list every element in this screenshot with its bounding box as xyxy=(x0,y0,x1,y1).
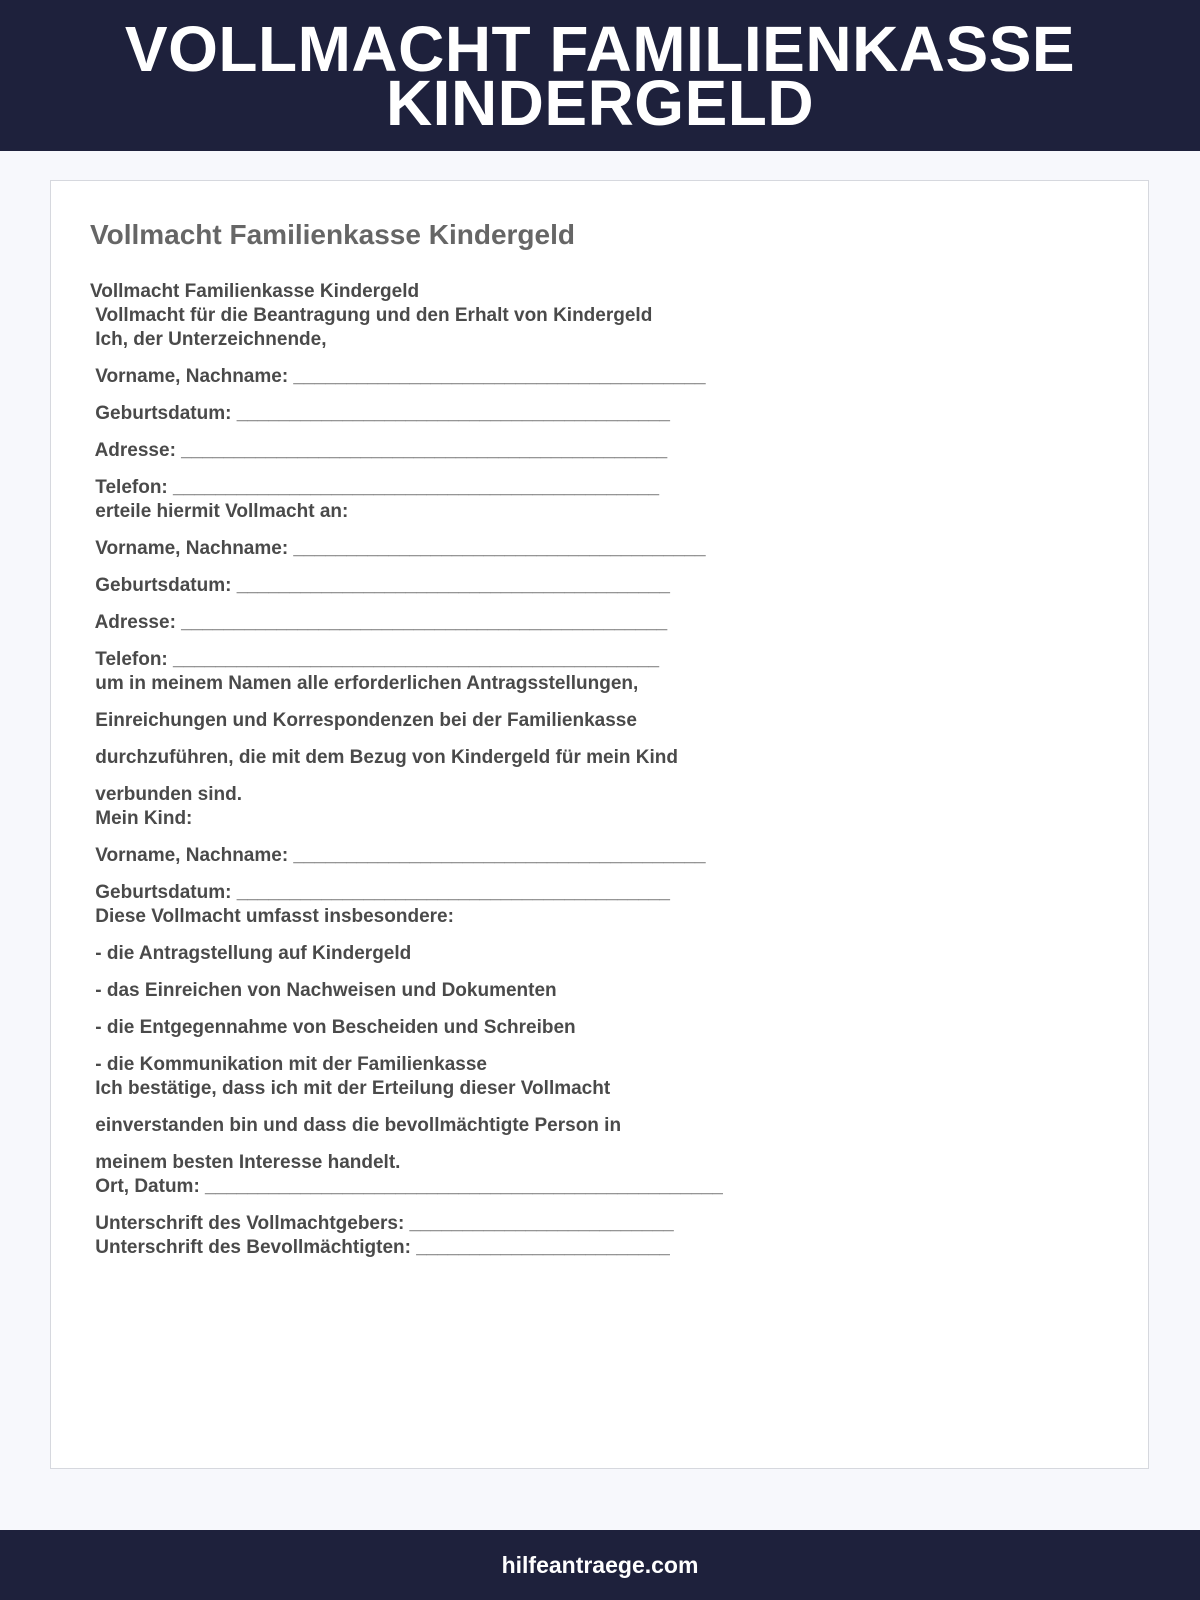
list-item: - die Kommunikation mit der Familienkasse xyxy=(90,1054,487,1075)
form-line-agent-birthdate: Geburtsdatum: _________________________________________ xyxy=(90,575,670,596)
list-item: - das Einreichen von Nachweisen und Dokumenten xyxy=(90,980,557,1001)
document-line: Mein Kind: xyxy=(90,808,193,829)
page-header xyxy=(0,0,1200,151)
document-line: verbunden sind. xyxy=(90,784,243,805)
document-line: meinem besten Interesse handelt. xyxy=(90,1152,401,1173)
footer-site-name: hilfeantraege.com xyxy=(501,1551,699,1578)
document-card xyxy=(50,180,1149,1469)
form-line-agent-name: Vorname, Nachname: _______________________________________ xyxy=(90,538,706,559)
form-line-child-birthdate: Geburtsdatum: _________________________________________ xyxy=(90,882,670,903)
form-line-place-date: Ort, Datum: _________________________________________________ xyxy=(90,1176,723,1197)
document-line: Diese Vollmacht umfasst insbesondere: xyxy=(90,906,454,927)
form-line-agent-address: Adresse: ______________________________________________ xyxy=(90,612,668,633)
document-line: Ich bestätige, dass ich mit der Erteilung dieser Vollmacht xyxy=(90,1078,611,1099)
page-footer xyxy=(0,1530,1200,1600)
list-item: - die Antragstellung auf Kindergeld xyxy=(90,943,412,964)
form-line-principal-birthdate: Geburtsdatum: _________________________________________ xyxy=(90,403,670,424)
document-line: einverstanden bin und dass die bevollmächtigte Person in xyxy=(90,1115,622,1136)
form-line-agent-signature: Unterschrift des Bevollmächtigten: ________________________ xyxy=(90,1237,670,1258)
form-line-principal-address: Adresse: ______________________________________________ xyxy=(90,440,668,461)
document-line: Vollmacht für die Beantragung und den Erhalt von Kindergeld xyxy=(90,305,653,326)
document-line: um in meinem Namen alle erforderlichen Antragsstellungen, xyxy=(90,673,639,694)
document-line: erteile hiermit Vollmacht an: xyxy=(90,501,349,522)
list-item: - die Entgegennahme von Bescheiden und Schreiben xyxy=(90,1017,576,1038)
page-title-line-2: KINDERGELD xyxy=(385,66,815,139)
form-line-principal-signature: Unterschrift des Vollmachtgebers: _________________________ xyxy=(90,1213,674,1234)
document-line: Einreichungen und Korrespondenzen bei der Familienkasse xyxy=(90,710,637,731)
document-line: durchzuführen, die mit dem Bezug von Kindergeld für mein Kind xyxy=(90,747,678,768)
page-title-line-1: VOLLMACHT FAMILIENKASSE xyxy=(124,12,1076,85)
form-line-principal-phone: Telefon: ______________________________________________ xyxy=(90,477,660,498)
page-title xyxy=(124,12,1076,139)
form-line-agent-phone: Telefon: ______________________________________________ xyxy=(90,649,660,670)
document-heading: Vollmacht Familienkasse Kindergeld xyxy=(90,219,575,250)
form-line-principal-name: Vorname, Nachname: _______________________________________ xyxy=(90,366,706,387)
document-line: Vollmacht Familienkasse Kindergeld xyxy=(90,281,420,302)
form-line-child-name: Vorname, Nachname: _______________________________________ xyxy=(90,845,706,866)
document-line: Ich, der Unterzeichnende, xyxy=(90,329,327,350)
